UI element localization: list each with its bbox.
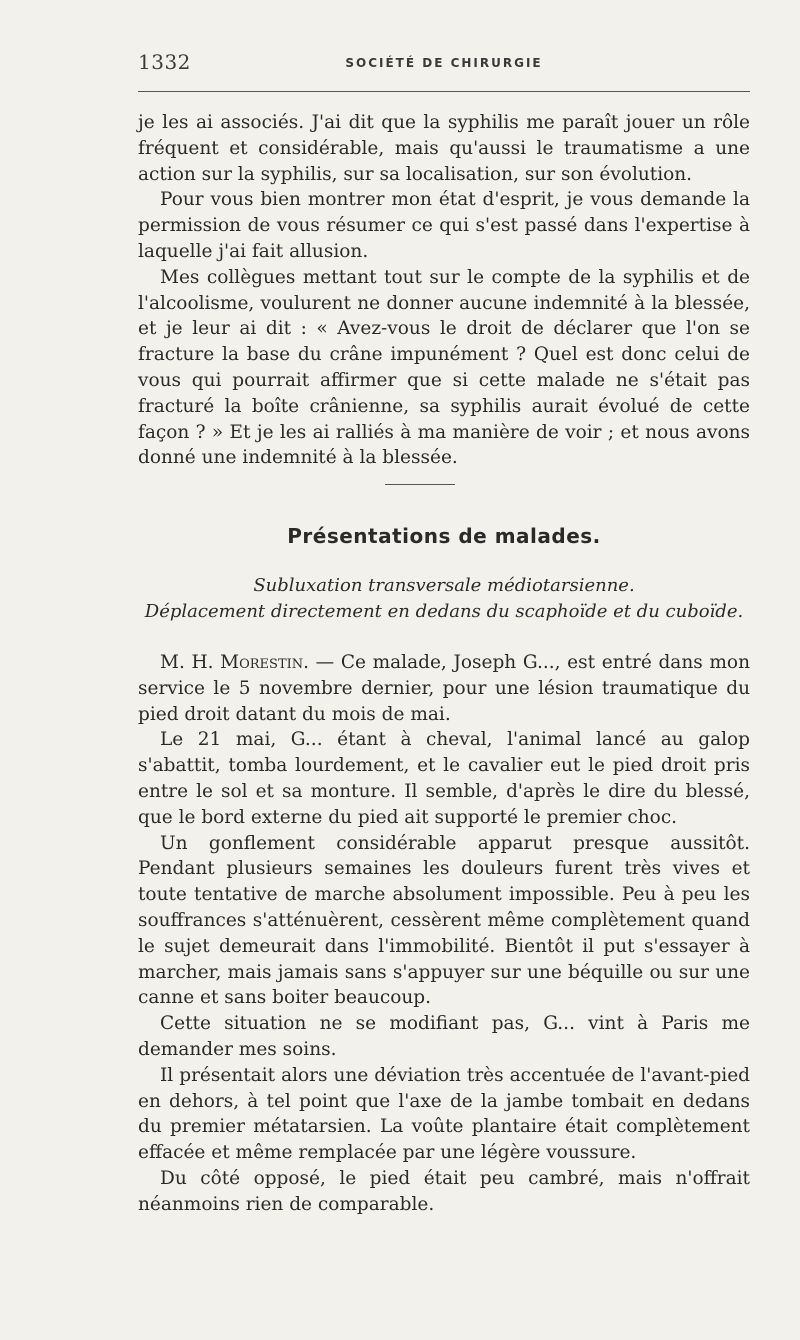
- paragraph: Le 21 mai, G... étant à cheval, l'animal lancé au galop s'abattit, tomba lourdement, et le cavalier eut le pied droit pris entre le sol et sa monture. Il semble, d'après le dire du blessé, que le bord externe du pied ait supporté le premier choc.: [138, 729, 750, 828]
- section-divider: [385, 484, 455, 485]
- paragraph: [138, 650, 750, 727]
- section-heading: Présentations de malades.: [287, 524, 601, 548]
- paragraph: Mes collègues mettant tout sur le compte de la syphilis et de l'alcoolisme, voulurent ne donner aucune indemnité à la blessée, et je leur ai dit : « Avez-vous le droit de déclarer que l'on se fracture la base du crâne impunément ? Quel est donc celui de vous qui pourrait affirmer que si cette malade ne s'était pas fracturé la boîte crânienne, sa syphilis aurait évolué de cette façon ? » Et je les ai ralliés à ma manière de voir ; et nous avons donné une indemnité à la blessée.: [138, 266, 750, 469]
- page-number: 1332: [138, 50, 191, 74]
- paragraph: Cette situation ne se modifiant pas, G... vint à Paris me demander mes soins.: [138, 1013, 750, 1060]
- paragraph-text: — Ce malade, Joseph G..., est entré dans mon service le 5 novembre dernier, pour une lésion traumatique du pied droit datant du mois de mai.: [138, 652, 750, 725]
- running-head: [138, 50, 750, 74]
- paragraph: Du côté opposé, le pied était peu cambré, mais n'offrait néanmoins rien de comparable.: [138, 1167, 750, 1215]
- paragraph: Il présentait alors une déviation très accentuée de l'avant-pied en dehors, à tel point que l'axe de la jambe tombait en dedans du premier métatarsien. La voûte plantaire était complètement effacée et même remplacée par une légère voussure.: [138, 1064, 750, 1164]
- case-subtitle-line-2: Déplacement directement en dedans du scaphoïde et du cuboïde.: [144, 601, 744, 622]
- case-subtitle-line-1: Subluxation transversale médiotarsienne.: [253, 575, 635, 596]
- paragraph: Un gonflement considérable apparut presque aussitôt. Pendant plusieurs semaines les douleurs furent très vives et toute tentative de marche absolument impossible. Peu à peu les souffrances s'atténuèrent, cessèrent même complètement quand le sujet demeurait dans l'immobilité. Bientôt il put s'essayer à marcher, mais jamais sans s'appuyer sur une béquille ou sur une canne et sans boiter beaucoup.: [138, 832, 750, 1009]
- intro-text-block: [138, 110, 750, 471]
- case-report-block: [138, 650, 750, 1218]
- header-rule: [138, 91, 750, 92]
- paragraph: Pour vous bien montrer mon état d'esprit, je vous demande la permission de vous résumer ce qui s'est passé dans l'expertise à laquelle j'ai fait allusion.: [138, 189, 750, 262]
- paragraph: je les ai associés. J'ai dit que la syphilis me paraît jouer un rôle fréquent et considérable, mais qu'aussi le traumatisme a une action sur la syphilis, sur sa localisation, sur son évolution.: [138, 112, 750, 185]
- running-title: SOCIÉTÉ DE CHIRURGIE: [345, 56, 543, 70]
- author-name: M. H. Morestin.: [160, 652, 310, 673]
